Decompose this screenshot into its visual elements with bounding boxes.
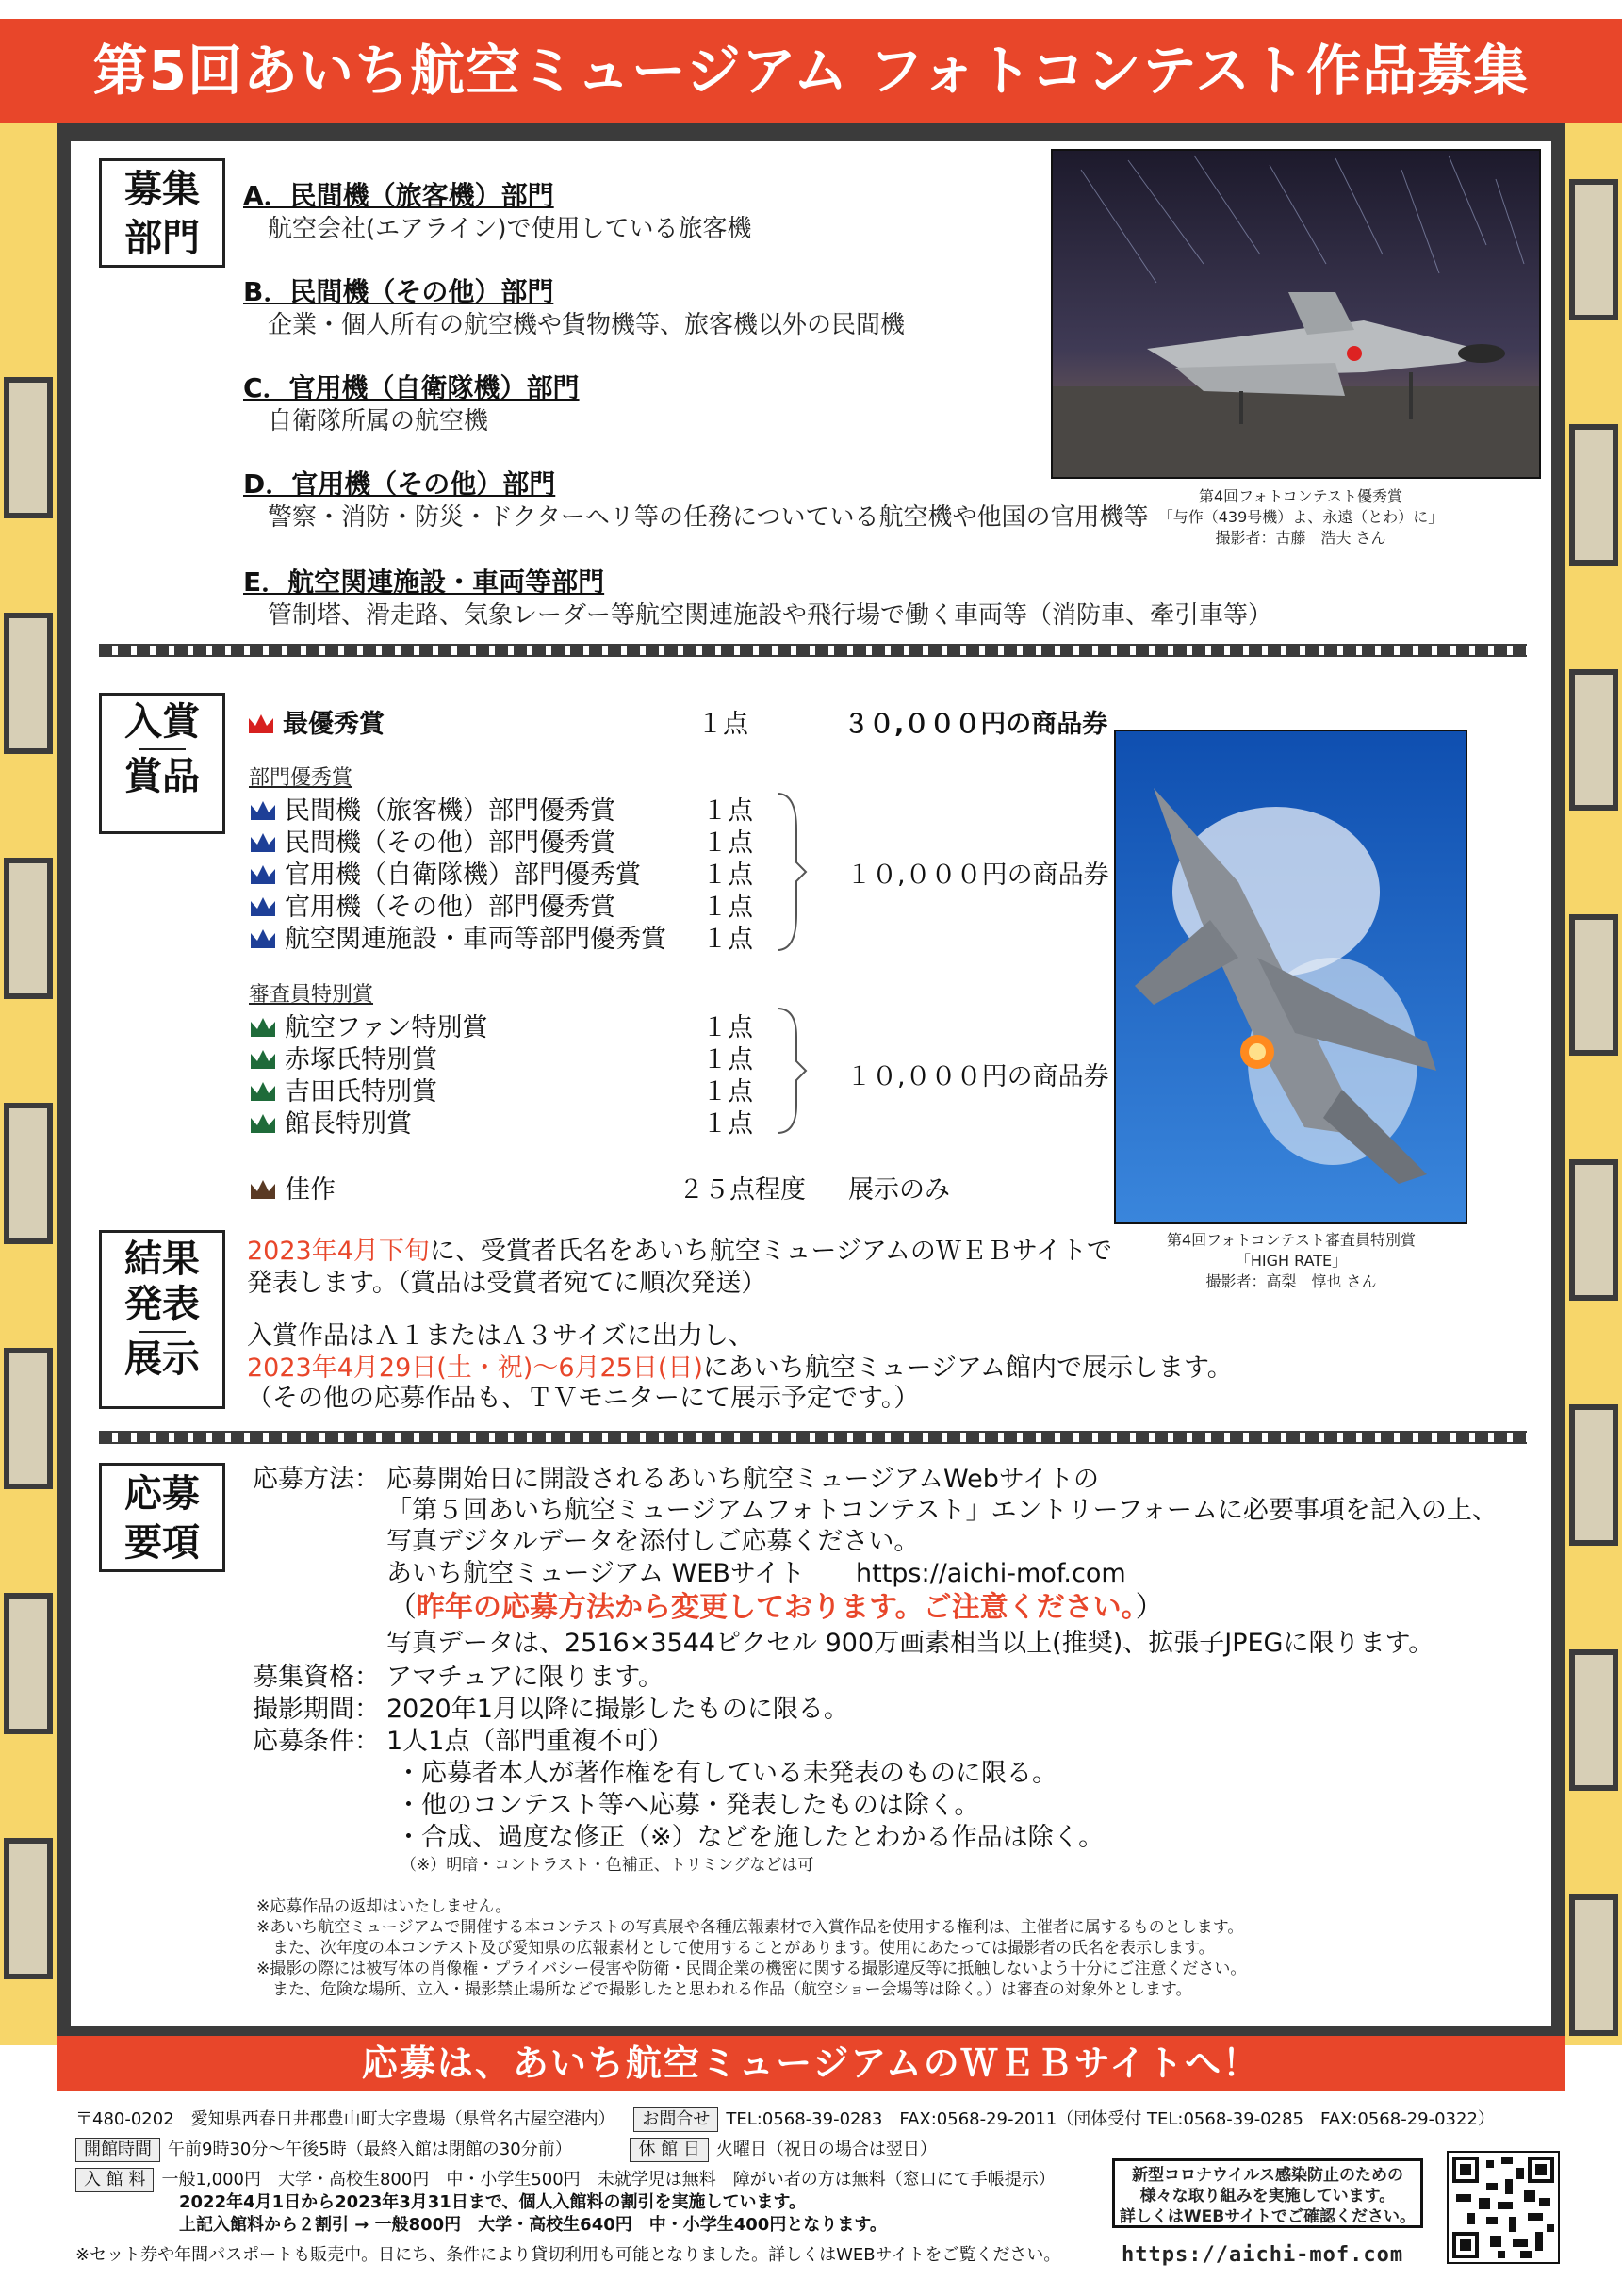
results-line	[247, 1235, 1112, 1269]
period-key: 撮影期間：	[253, 1695, 380, 1724]
prize-count: １点	[702, 893, 753, 922]
period-value: 2020年1月以降に撮影したものに限る。	[386, 1695, 849, 1724]
label-dash	[139, 748, 186, 750]
discount-line: 2022年4月1日から2023年3月31日まで、個人入館料の割引を実施しています。	[179, 2192, 807, 2212]
cond-note: （※）明暗・コントラスト・色補正、トリミングなどは可	[401, 1856, 814, 1875]
prize-count: １点	[702, 796, 753, 826]
paren: ）	[1135, 1591, 1164, 1624]
blue-crown-icon	[249, 799, 277, 822]
caption-line: 第4回フォトコンテスト優秀賞	[1198, 487, 1403, 505]
results-line: 発表します。（賞品は受賞者宛てに順次発送）	[247, 1269, 767, 1298]
top-banner	[0, 0, 1622, 123]
grand-prize-row	[247, 703, 385, 740]
category-title: C．官用機（自衛隊機）部門	[243, 372, 580, 403]
dept-prize-row	[249, 918, 666, 955]
qr-code-icon	[1447, 2151, 1560, 2264]
method-key: 応募方法：	[253, 1465, 380, 1494]
category-desc: 自衛隊所属の航空機	[268, 407, 489, 435]
left-film-strip	[0, 123, 57, 2045]
method-line: 「第５回あいち航空ミュージアムフォトコンテスト」エントリーフォームに必要事項を記入の上、	[386, 1496, 1498, 1525]
highlight-date: 2023年4月下旬	[247, 1237, 430, 1266]
prize-count: １点	[702, 1109, 753, 1139]
closed-tag: 休 館 日	[630, 2138, 708, 2162]
film-frame	[1569, 1894, 1618, 2036]
prize-reward: ３０,０００円の商品券	[844, 710, 1108, 739]
covid-line: 様々な取り組みを実施しています。	[1139, 2187, 1396, 2206]
brace-icon	[773, 1007, 811, 1135]
category-title: A．民間機（旅客機）部門	[243, 180, 554, 211]
film-frame	[4, 858, 53, 999]
green-crown-icon	[249, 1112, 277, 1135]
film-frame	[4, 1593, 53, 1734]
prize-name: 航空ファン特別賞	[285, 1013, 488, 1042]
discount-line: 上記入館料から２割引 → 一般800円 大学・高校生640円 中・小学生400円となります。	[179, 2215, 887, 2235]
change-notice: 昨年の応募方法から変更しております。ご注意ください。	[417, 1591, 1136, 1624]
green-crown-icon	[249, 1048, 277, 1071]
footnote: ※撮影の際には被写体の肖像権・プライバシー侵害や防衛・民間企業の機密に関する撮影違反等に抵触しないよう十分にご注意ください。	[256, 1960, 1247, 1978]
film-frame	[1569, 914, 1618, 1056]
night-jet-photo	[1051, 149, 1541, 479]
fee-tag: 入 館 料	[75, 2168, 154, 2192]
cond-value: 1人1点（部門重複不可）	[386, 1727, 674, 1756]
fee-row	[75, 2168, 1056, 2192]
footnote: また、危険な場所、立入・撮影禁止場所などで撮影したと思われる作品（航空ショー会場等は除く。）は審査の対象外とします。	[256, 1980, 1192, 1999]
blue-crown-icon	[249, 927, 277, 950]
film-frame	[1569, 1649, 1618, 1791]
blue-crown-icon	[249, 831, 277, 854]
prize-reward: 展示のみ	[848, 1175, 950, 1205]
film-frame	[1569, 1404, 1618, 1546]
dept-award-heading: 部門優秀賞	[249, 766, 353, 790]
closed-day: 火曜日（祝日の場合は翌日）	[715, 2140, 937, 2159]
prize-count: １点	[697, 710, 748, 739]
highlight-date: 2023年4月29日(土・祝)〜6月25日(日)	[247, 1353, 703, 1383]
label-line: 賞品	[124, 755, 200, 798]
prize-count: １点	[702, 861, 753, 890]
film-divider	[99, 1431, 1527, 1444]
prize-count: １点	[702, 1013, 753, 1042]
footnote: また、次年度の本コンテスト及び愛知県の広報素材として使用することがあります。使用にあたっては撮影者の氏名を表示します。	[256, 1939, 1215, 1958]
label-line: 入賞	[124, 700, 200, 744]
film-frame	[4, 1103, 53, 1244]
notice-line	[388, 1591, 1164, 1625]
results-line: 入賞作品はＡ１またはＡ３サイズに出力し、	[247, 1321, 754, 1351]
prize-name: 航空関連施設・車両等部門優秀賞	[285, 925, 666, 954]
paren: （	[388, 1591, 417, 1624]
cond-item: ・他のコンテスト等へ応募・発表したものは除く。	[396, 1791, 980, 1820]
caption-line: 「与作（439号機）よ、永遠（とわ）に」	[1157, 508, 1444, 526]
prize-name: 館長特別賞	[285, 1109, 412, 1139]
film-frame	[4, 613, 53, 754]
guidelines-label	[99, 1463, 225, 1572]
label-line: 発表	[124, 1283, 200, 1326]
hours-tag: 開館時間	[75, 2138, 160, 2162]
website-url[interactable]: https://aichi-mof.com	[1122, 2243, 1404, 2267]
contact-tag: お問合せ	[633, 2107, 718, 2132]
qual-key: 募集資格：	[253, 1663, 380, 1692]
label-line: 部門	[124, 217, 200, 260]
film-frame	[1569, 179, 1618, 320]
category-title: B．民間機（その他）部門	[243, 276, 554, 307]
page-title: 第5回あいち航空ミュージアム フォトコンテスト作品募集	[92, 39, 1530, 103]
cond-item: ・応募者本人が著作権を有している未発表のものに限る。	[396, 1759, 1057, 1788]
film-frame	[1569, 1159, 1618, 1301]
blue-sky-jet-photo	[1114, 730, 1467, 1224]
prize-name: 赤塚氏特別賞	[285, 1045, 437, 1074]
prize-count: ２５点程度	[679, 1175, 806, 1205]
dept-reward: １０,０００円の商品券	[846, 861, 1109, 890]
method-line: 応募開始日に開設されるあいち航空ミュージアムWebサイトの	[386, 1465, 1100, 1494]
contact-info: TEL:0568-39-0283 FAX:0568-29-2011（団体受付 TEL:0568-39-0285 FAX:0568-29-0322）	[726, 2109, 1495, 2129]
right-film-strip	[1565, 123, 1622, 2045]
prize-name: 官用機（自衛隊機）部門優秀賞	[285, 861, 641, 890]
prize-count: １点	[702, 828, 753, 858]
label-line: 結果	[124, 1238, 200, 1281]
brown-crown-icon	[249, 1178, 277, 1201]
footer-note: ※セット券や年間パスポートも販売中。日にち、条件により貸切利用も可能となりました。詳しくはWEBサイトをご覧ください。	[75, 2245, 1061, 2265]
prize-name: 最優秀賞	[283, 710, 385, 739]
prize-name: 佳作	[285, 1175, 336, 1205]
caption-line: 第4回フォトコンテスト審査員特別賞	[1166, 1231, 1417, 1249]
method-line: 写真デジタルデータを添付しご応募ください。	[386, 1527, 920, 1556]
results-line: （その他の応募作品も、ＴＶモニターにて展示予定です。）	[247, 1384, 920, 1413]
red-crown-icon	[247, 713, 275, 735]
results-text: に、受賞者氏名をあいち航空ミュージアムのＷＥＢサイトで	[429, 1237, 1113, 1266]
film-divider	[99, 644, 1527, 657]
cond-key: 応募条件：	[253, 1727, 380, 1756]
judge-award-heading: 審査員特別賞	[249, 983, 374, 1007]
blue-crown-icon	[249, 863, 277, 886]
address: 〒480-0202 愛知県西春日井郡豊山町大字豊場（県営名古屋空港内）	[75, 2109, 615, 2129]
green-crown-icon	[249, 1080, 277, 1103]
category-desc: 管制塔、滑走路、気象レーダー等航空関連施設や飛行場で働く車両等（消防車、牽引車等）	[268, 601, 1273, 630]
results-text: にあいち航空ミュージアム館内で展示します。	[702, 1353, 1233, 1383]
green-crown-icon	[249, 1016, 277, 1039]
covid-line: 詳しくはWEBサイトでご確認ください。	[1119, 2207, 1417, 2226]
label-line: 応募	[124, 1472, 200, 1516]
covid-notice	[1112, 2158, 1423, 2228]
hours: 午前9時30分〜午後5時（最終入館は閉館の30分前）	[168, 2140, 572, 2159]
prize-count: １点	[702, 925, 753, 954]
prize-count: １点	[702, 1045, 753, 1074]
cond-item: ・合成、過度な修正（※）などを施したとわかる作品は除く。	[396, 1823, 1105, 1852]
address-row	[75, 2107, 1495, 2132]
label-line: 展示	[124, 1337, 200, 1381]
film-frame	[1569, 424, 1618, 566]
prize-count: １点	[702, 1077, 753, 1107]
film-frame	[4, 1838, 53, 1979]
hours-row	[75, 2138, 937, 2162]
category-desc: 警察・消防・防災・ドクターヘリ等の任務についている航空機や他国の官用機等	[268, 503, 1149, 532]
footnote: ※応募作品の返却はいたしません。	[256, 1897, 512, 1916]
qual-value: アマチュアに限ります。	[386, 1663, 664, 1692]
label-line: 要項	[124, 1521, 200, 1565]
results-label	[99, 1230, 225, 1409]
prizes-label	[99, 693, 225, 834]
fee: 一般1,000円 大学・高校生800円 中・小学生500円 未就学児は無料 障がい者の方は無料（窓口にて手帳提示）	[161, 2170, 1056, 2189]
label-line: 募集	[124, 168, 200, 211]
category-desc: 企業・個人所有の航空機や貨物機等、旅客機以外の民間機	[268, 311, 906, 339]
label-dash	[139, 1331, 186, 1333]
photo-data-line: 写真データは、2516×3544ピクセル 900万画素相当以上(推奨)、拡張子JPEGに限ります。	[386, 1629, 1434, 1658]
categories-label	[99, 158, 225, 268]
prize-name: 吉田氏特別賞	[285, 1077, 437, 1107]
photo-caption	[1112, 1230, 1470, 1292]
footnote: ※あいち航空ミュージアムで開催する本コンテストの写真展や各種広報素材で入賞作品を使用する権利は、主催者に属するものとします。	[256, 1918, 1244, 1937]
category-title: D．官用機（その他）部門	[243, 468, 556, 500]
results-line	[247, 1352, 1233, 1386]
caption-line: 撮影者：高梨 惇也 さん	[1205, 1272, 1377, 1290]
caption-line: 撮影者：古藤 浩夫 さん	[1215, 529, 1386, 547]
judge-reward: １０,０００円の商品券	[846, 1062, 1109, 1091]
judge-prize-row	[249, 1103, 412, 1140]
prize-name: 官用機（その他）部門優秀賞	[285, 893, 615, 922]
film-frame	[1569, 669, 1618, 811]
bottom-banner: 応募は、あいち航空ミュージアムのＷＥＢサイトへ！	[57, 2036, 1565, 2091]
photo-caption	[1131, 486, 1470, 549]
category-desc: 航空会社(エアライン)で使用している旅客機	[268, 215, 752, 243]
brace-icon	[773, 792, 811, 952]
prize-name: 民間機（その他）部門優秀賞	[285, 828, 615, 858]
category-title: E．航空関連施設・車両等部門	[243, 566, 605, 598]
blue-crown-icon	[249, 895, 277, 918]
prize-name: 民間機（旅客機）部門優秀賞	[285, 796, 615, 826]
honor-row	[249, 1169, 336, 1205]
covid-line: 新型コロナウイルス感染防止のための	[1132, 2166, 1403, 2185]
film-frame	[4, 377, 53, 518]
method-line: あいち航空ミュージアム WEBサイト https://aichi-mof.com	[386, 1559, 1126, 1588]
film-frame	[4, 1348, 53, 1489]
caption-line: 「HIGH RATE」	[1235, 1252, 1348, 1270]
